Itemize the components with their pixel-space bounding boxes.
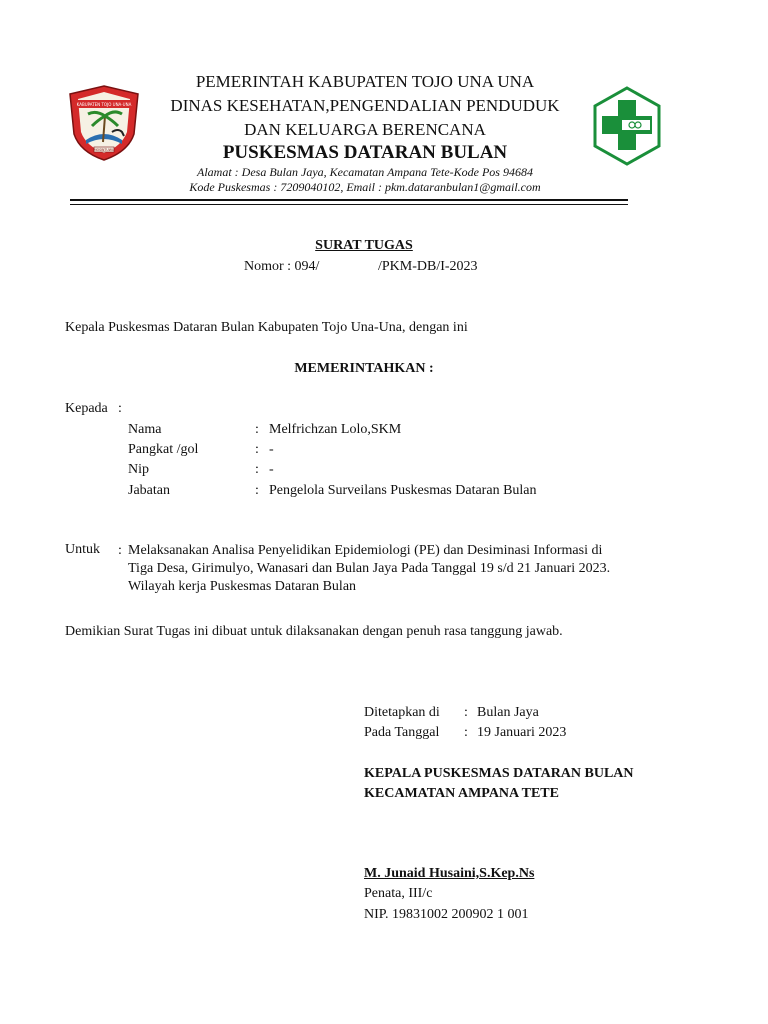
header-puskesmas: PUSKESMAS DATARAN BULAN bbox=[222, 142, 508, 163]
intro-text: Kepala Puskesmas Dataran Bulan Kabupaten Tojo Una-Una, dengan ini bbox=[65, 320, 468, 335]
header-contact: Kode Puskesmas : 7209040102, Email : pkm.dataranbulan1@gmail.com bbox=[189, 180, 541, 194]
row-value-nip: - bbox=[269, 462, 274, 477]
regency-crest-logo bbox=[68, 84, 140, 162]
date-label: Pada Tanggal bbox=[364, 725, 440, 740]
row-label-pangkat: Pangkat /gol bbox=[128, 442, 199, 457]
signatory-district: KECAMATAN AMPANA TETE bbox=[364, 786, 559, 801]
header-divider-thin bbox=[70, 204, 628, 205]
row-label-jabatan: Jabatan bbox=[128, 483, 170, 498]
row-value-jabatan: Pengelola Surveilans Puskesmas Dataran Bulan bbox=[269, 483, 537, 498]
row-value-pangkat: - bbox=[269, 442, 274, 457]
signatory-office: KEPALA PUSKESMAS DATARAN BULAN bbox=[364, 766, 634, 781]
row-label-nip: Nip bbox=[128, 462, 149, 477]
date-value: 19 Januari 2023 bbox=[477, 725, 567, 740]
crest-motto-text: MOSINTUWU bbox=[93, 148, 115, 152]
untuk-label: Untuk bbox=[65, 542, 100, 557]
header-agency: DINAS KESEHATAN,PENGENDALIAN PENDUDUK bbox=[170, 96, 560, 115]
date-colon: : bbox=[464, 725, 468, 740]
kepada-colon: : bbox=[118, 401, 122, 416]
untuk-line-2: Tiga Desa, Girimulyo, Wanasari dan Bulan Jaya Pada Tanggal 19 s/d 21 Januari 2023. bbox=[128, 561, 611, 576]
row-value-nama: Melfrichzan Lolo,SKM bbox=[269, 422, 402, 437]
row-colon: : bbox=[255, 422, 259, 437]
place-label: Ditetapkan di bbox=[364, 705, 440, 720]
kepada-label: Kepada bbox=[65, 401, 108, 416]
header-government: PEMERINTAH KABUPATEN TOJO UNA UNA bbox=[195, 72, 535, 91]
row-label-nama: Nama bbox=[128, 422, 162, 437]
closing-text: Demikian Surat Tugas ini dibuat untuk dilaksanakan dengan penuh rasa tanggung jawab. bbox=[65, 624, 563, 639]
letter-title: SURAT TUGAS bbox=[315, 238, 413, 253]
signatory-name: M. Junaid Husaini,S.Kep.Ns bbox=[364, 866, 535, 881]
header-divider bbox=[70, 199, 628, 201]
row-colon: : bbox=[255, 462, 259, 477]
untuk-line-1: Melaksanakan Analisa Penyelidikan Epidemiologi (PE) dan Desiminasi Informasi di bbox=[128, 543, 603, 558]
crest-banner-text: KABUPATEN TOJO UNA-UNA bbox=[76, 102, 132, 107]
signatory-rank: Penata, III/c bbox=[364, 886, 433, 901]
letter-number-suffix: /PKM-DB/I-2023 bbox=[378, 259, 478, 274]
row-colon: : bbox=[255, 442, 259, 457]
puskesmas-logo bbox=[592, 86, 662, 166]
command-heading: MEMERINTAHKAN : bbox=[294, 361, 434, 376]
header-address: Alamat : Desa Bulan Jaya, Kecamatan Ampana Tete-Kode Pos 94684 bbox=[197, 165, 533, 179]
place-colon: : bbox=[464, 705, 468, 720]
letter-number-prefix: Nomor : 094/ bbox=[244, 259, 320, 274]
untuk-colon: : bbox=[118, 543, 122, 558]
untuk-line-3: Wilayah kerja Puskesmas Dataran Bulan bbox=[128, 579, 357, 594]
header-agency-cont: DAN KELUARGA BERENCANA bbox=[244, 120, 486, 139]
row-colon: : bbox=[255, 483, 259, 498]
signatory-nip: NIP. 19831002 200902 1 001 bbox=[364, 907, 529, 922]
place-value: Bulan Jaya bbox=[477, 705, 539, 720]
